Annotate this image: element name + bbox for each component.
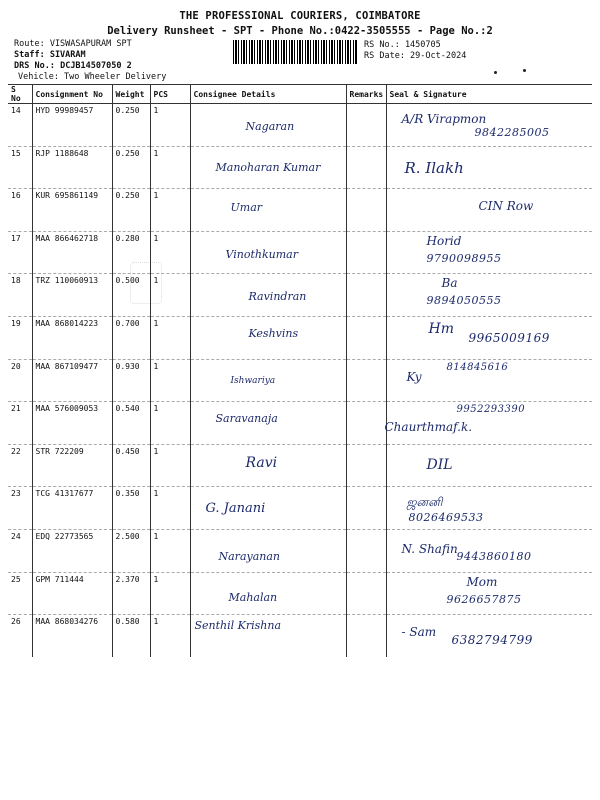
row-sno: 23: [8, 487, 32, 530]
signature-handwriting: DIL: [426, 456, 453, 473]
col-consignee: Consignee Details: [190, 85, 346, 104]
row-pcs: 1: [150, 444, 190, 487]
row-weight: 0.350: [112, 487, 150, 530]
phone-handwriting: 8026469533: [408, 511, 484, 525]
row-consignment: MAA 866462718: [32, 231, 112, 274]
row-weight: 0.930: [112, 359, 150, 402]
row-consignee-cell: [190, 529, 346, 572]
row-pcs: 1: [150, 572, 190, 615]
row-remarks: [346, 487, 386, 530]
row-sno: 16: [8, 189, 32, 232]
row-weight: 0.250: [112, 189, 150, 232]
table-header-row: [8, 85, 592, 104]
signature-handwriting: - Sam: [401, 625, 437, 640]
row-weight: 0.250: [112, 104, 150, 147]
col-seal-signature: Seal & Signature: [386, 85, 592, 104]
row-seal-cell: [386, 444, 592, 487]
row-remarks: [346, 316, 386, 359]
row-sno: 20: [8, 359, 32, 402]
phone-handwriting: 814845616: [446, 361, 509, 373]
row-weight: 0.540: [112, 402, 150, 445]
row-pcs: 1: [150, 231, 190, 274]
row-sno: 22: [8, 444, 32, 487]
row-consignment: RJP 1188648: [32, 146, 112, 189]
row-consignment: TRZ 110060913: [32, 274, 112, 317]
consignee-handwriting: Saravanaja: [215, 412, 278, 426]
row-seal-cell: [386, 402, 592, 445]
row-weight: 0.280: [112, 231, 150, 274]
row-seal-cell: [386, 104, 592, 147]
row-seal-cell: [386, 231, 592, 274]
row-pcs: 1: [150, 359, 190, 402]
row-consignee-cell: [190, 359, 346, 402]
drs-number: [14, 61, 132, 72]
row-seal-cell: [386, 146, 592, 189]
row-consignee-cell: [190, 487, 346, 530]
row-remarks: [346, 189, 386, 232]
row-remarks: [346, 274, 386, 317]
row-seal-cell: [386, 487, 592, 530]
signature-handwriting: Mom: [466, 574, 498, 589]
signature-handwriting: CIN Row: [478, 199, 534, 214]
consignee-handwriting: Senthil Krishna: [194, 619, 282, 633]
vehicle-label: Vehicle: Two Wheeler Delivery: [18, 72, 167, 82]
row-pcs: 1: [150, 615, 190, 657]
table-row: [8, 189, 592, 232]
row-consignee-cell: [190, 572, 346, 615]
row-seal-cell: [386, 359, 592, 402]
row-remarks: [346, 615, 386, 657]
row-weight: 0.580: [112, 615, 150, 657]
consignee-handwriting: Ravindran: [248, 290, 307, 304]
mark-dot: [523, 69, 526, 72]
sheet-title: Delivery Runsheet - SPT - Phone No.:0422-3505555 - Page No.:2: [107, 25, 493, 37]
row-sno: 18: [8, 274, 32, 317]
row-pcs: 1: [150, 487, 190, 530]
mark-dot: [494, 71, 497, 74]
consignee-handwriting: Ishwariya: [230, 375, 276, 386]
row-pcs: 1: [150, 316, 190, 359]
row-remarks: [346, 146, 386, 189]
col-pcs: PCS: [150, 85, 190, 104]
signature-handwriting: A/R Virapmon: [401, 112, 487, 126]
consignee-handwriting: Umar: [230, 201, 263, 215]
company-title: THE PROFESSIONAL COURIERS, COIMBATORE: [179, 10, 421, 22]
table-row: [8, 146, 592, 189]
row-pcs: 1: [150, 104, 190, 147]
phone-handwriting: 9790098955: [426, 251, 502, 265]
row-consignee-cell: [190, 615, 346, 657]
phone-handwriting: 9894050555: [426, 294, 502, 308]
row-consignment: MAA 867109477: [32, 359, 112, 402]
row-sno: 25: [8, 572, 32, 615]
row-consignment: EDQ 22773565: [32, 529, 112, 572]
row-consignee-cell: [190, 104, 346, 147]
row-remarks: [346, 359, 386, 402]
row-consignment: HYD 99989457: [32, 104, 112, 147]
row-consignment: KUR 695861149: [32, 189, 112, 232]
phone-handwriting: 9842285005: [474, 126, 550, 139]
row-seal-cell: [386, 529, 592, 572]
consignee-handwriting: Mahalan: [228, 590, 278, 604]
signature-handwriting: Ba: [441, 276, 458, 291]
table-row: [8, 316, 592, 359]
row-weight: 2.500: [112, 529, 150, 572]
row-seal-cell: [386, 274, 592, 317]
table-row: [8, 529, 592, 572]
row-consignee-cell: [190, 146, 346, 189]
row-seal-cell: [386, 316, 592, 359]
table-row: [8, 444, 592, 487]
row-consignee-cell: [190, 231, 346, 274]
drs-value: DCJB14507050 2: [60, 61, 132, 71]
row-consignee-cell: [190, 316, 346, 359]
rs-date: RS Date: 29-Oct-2024: [364, 51, 467, 61]
row-consignee-cell: [190, 444, 346, 487]
table-row: [8, 274, 592, 317]
signature-handwriting: Horid: [426, 233, 462, 248]
row-seal-cell: [386, 189, 592, 232]
barcode: [233, 40, 357, 64]
col-consignment: Consignment No: [32, 85, 112, 104]
rs-number: RS No.: 1450705: [364, 40, 441, 50]
row-consignee-cell: [190, 189, 346, 232]
row-consignment: MAA 868034276: [32, 615, 112, 657]
consignee-handwriting: Nagaran: [245, 120, 295, 133]
row-remarks: [346, 572, 386, 615]
table-row: [8, 402, 592, 445]
route-label: Route: VISWASAPURAM SPT: [14, 39, 132, 49]
row-consignment: GPM 711444: [32, 572, 112, 615]
row-weight: 0.700: [112, 316, 150, 359]
signature-handwriting: ஜனனி: [406, 495, 443, 510]
row-seal-cell: [386, 572, 592, 615]
row-sno: 24: [8, 529, 32, 572]
row-seal-cell: [386, 615, 592, 657]
consignee-handwriting: Keshvins: [248, 326, 299, 340]
consignee-handwriting: G. Janani: [205, 501, 266, 517]
row-remarks: [346, 231, 386, 274]
row-pcs: 1: [150, 274, 190, 317]
table-row: [8, 615, 592, 657]
row-sno: 14: [8, 104, 32, 147]
phone-handwriting: 9952293390: [456, 404, 526, 416]
row-consignment: MAA 868014223: [32, 316, 112, 359]
row-weight: 0.500: [112, 274, 150, 317]
col-weight: Weight: [112, 85, 150, 104]
table-row: [8, 359, 592, 402]
signature-handwriting: Chaurthmaf.k.: [384, 420, 473, 435]
row-remarks: [346, 444, 386, 487]
row-pcs: 1: [150, 146, 190, 189]
row-remarks: [346, 529, 386, 572]
staff-label: Staff: SIVARAM: [14, 50, 86, 60]
row-consignee-cell: [190, 274, 346, 317]
row-remarks: [346, 104, 386, 147]
phone-handwriting: 9626657875: [446, 592, 522, 606]
row-pcs: 1: [150, 529, 190, 572]
table-row: [8, 231, 592, 274]
row-consignment: MAA 576009053: [32, 402, 112, 445]
row-sno: 19: [8, 316, 32, 359]
signature-handwriting: Ky: [406, 369, 422, 384]
row-remarks: [346, 402, 386, 445]
row-sno: 17: [8, 231, 32, 274]
row-sno: 21: [8, 402, 32, 445]
row-consignment: STR 722209: [32, 444, 112, 487]
row-pcs: 1: [150, 189, 190, 232]
row-weight: 2.370: [112, 572, 150, 615]
consignee-handwriting: Narayanan: [218, 549, 280, 563]
col-remarks: Remarks: [346, 85, 386, 104]
row-sno: 15: [8, 146, 32, 189]
consignee-handwriting: Vinothkumar: [225, 247, 298, 261]
signature-handwriting: Hm: [428, 320, 454, 337]
consignee-handwriting: Manoharan Kumar: [215, 160, 321, 174]
signature-handwriting: R. Ilakh: [404, 158, 464, 177]
phone-handwriting: 9965009169: [468, 330, 550, 345]
runsheet-table: [8, 84, 592, 657]
phone-handwriting: 9443860180: [456, 549, 532, 563]
table-row: [8, 104, 592, 147]
phone-handwriting: 6382794799: [451, 633, 533, 648]
row-sno: 26: [11, 617, 21, 627]
drs-label: DRS No.:: [14, 61, 55, 71]
table-row: [8, 487, 592, 530]
consignee-handwriting: Ravi: [245, 454, 278, 471]
row-weight: 0.450: [112, 444, 150, 487]
row-pcs: 1: [150, 402, 190, 445]
row-consignment: TCG 41317677: [32, 487, 112, 530]
row-consignee-cell: [190, 402, 346, 445]
col-sno: S No: [8, 85, 32, 104]
row-weight: 0.250: [112, 146, 150, 189]
table-row: [8, 572, 592, 615]
signature-handwriting: N. Shafin: [401, 541, 458, 556]
